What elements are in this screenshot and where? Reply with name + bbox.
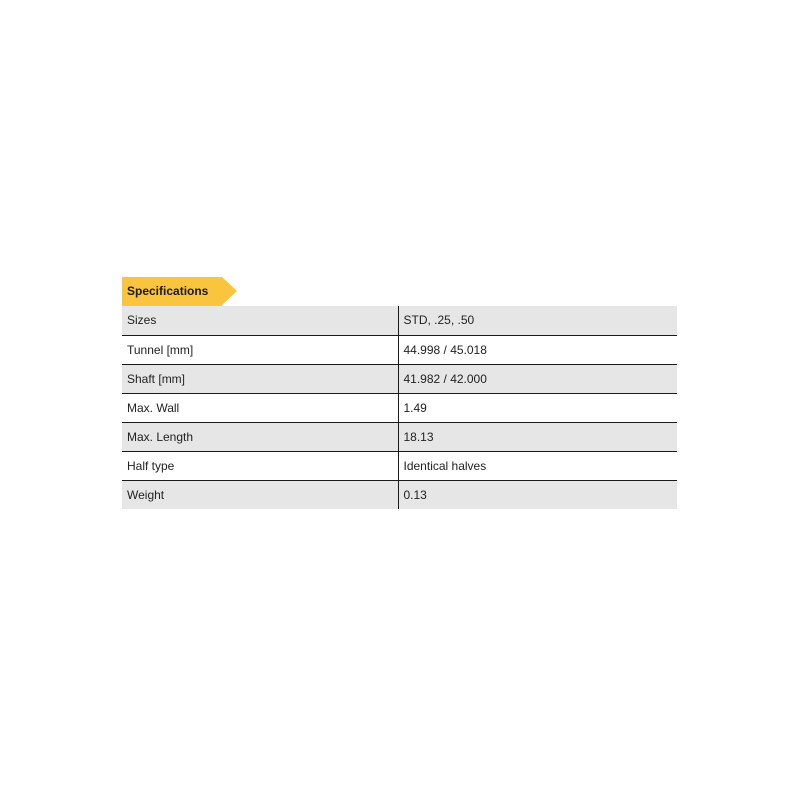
spec-row-sizes: [122, 306, 677, 335]
spec-row-shaft: [122, 364, 677, 393]
spec-value: 44.998 / 45.018: [398, 335, 677, 364]
spec-value: Identical halves: [398, 451, 677, 480]
specifications-section: [122, 277, 677, 509]
spec-label: Max. Length: [122, 422, 398, 451]
spec-row-weight: [122, 480, 677, 509]
spec-value: STD, .25, .50: [398, 306, 677, 335]
spec-value: 0.13: [398, 480, 677, 509]
spec-label: Tunnel [mm]: [122, 335, 398, 364]
spec-row-half-type: [122, 451, 677, 480]
specifications-tab-heading: Specifications: [122, 277, 222, 306]
spec-label: Sizes: [122, 306, 398, 335]
spec-label: Max. Wall: [122, 393, 398, 422]
spec-row-max-wall: [122, 393, 677, 422]
spec-label: Half type: [122, 451, 398, 480]
specifications-table: [122, 306, 677, 509]
spec-value: 18.13: [398, 422, 677, 451]
spec-value: 41.982 / 42.000: [398, 364, 677, 393]
spec-value: 1.49: [398, 393, 677, 422]
spec-label: Weight: [122, 480, 398, 509]
spec-row-tunnel: [122, 335, 677, 364]
spec-row-max-length: [122, 422, 677, 451]
spec-label: Shaft [mm]: [122, 364, 398, 393]
